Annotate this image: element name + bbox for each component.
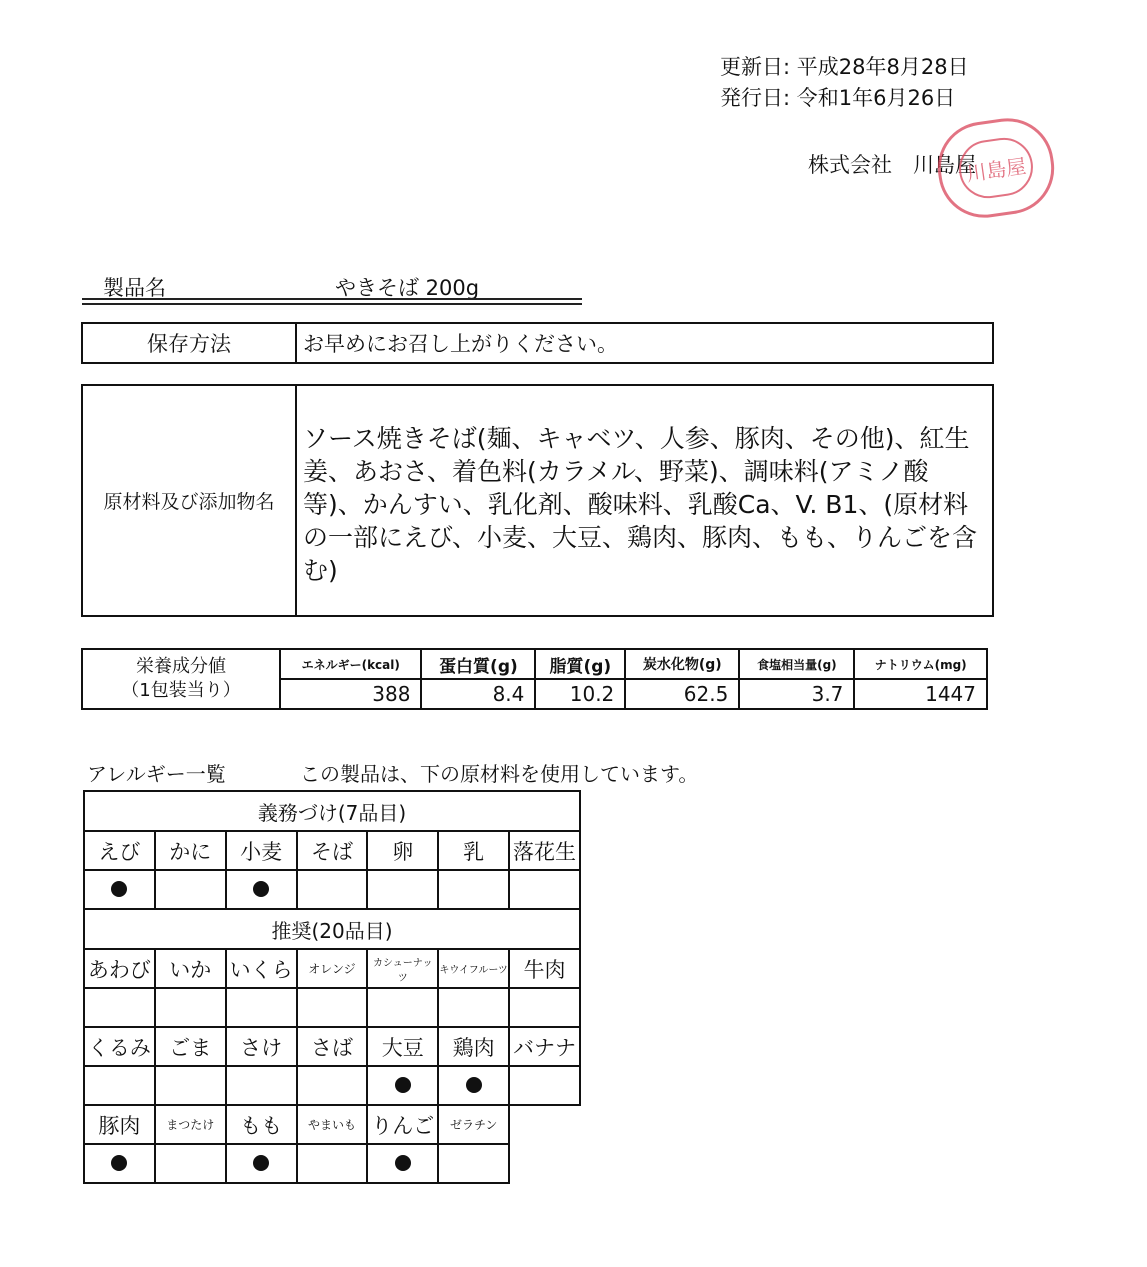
allergen-mark	[509, 870, 580, 909]
mandatory-mark-row	[84, 870, 580, 909]
allergen-name: 牛肉	[509, 949, 580, 988]
allergen-mark	[438, 870, 509, 909]
allergen-name: 落花生	[509, 831, 580, 870]
used-dot-icon	[253, 881, 269, 897]
allergen-mark	[84, 988, 155, 1027]
allergen-name: ごま	[155, 1027, 226, 1066]
allergen-mark	[226, 1066, 297, 1105]
allergen-mark	[155, 1144, 226, 1183]
updated-label: 更新日:	[720, 55, 791, 79]
allergy-title: アレルギー一覧	[87, 762, 226, 786]
company-name: 株式会社 川島屋	[808, 153, 976, 177]
used-dot-icon	[395, 1077, 411, 1093]
product-underline-2	[82, 303, 582, 305]
allergen-name: やまいも	[297, 1105, 368, 1144]
allergen-name: さば	[297, 1027, 368, 1066]
used-dot-icon	[253, 1155, 269, 1171]
allergen-mark	[509, 988, 580, 1027]
allergen-name: もも	[226, 1105, 297, 1144]
recommended-name-row	[84, 1027, 580, 1066]
allergen-mark	[367, 988, 438, 1027]
allergen-name: バナナ	[509, 1027, 580, 1066]
allergen-mark	[297, 870, 368, 909]
allergen-mark	[438, 988, 509, 1027]
updated-date: 平成28年8月28日	[796, 55, 969, 79]
product-label: 製品名	[103, 276, 166, 300]
nutrition-label-line2: （1包装当り）	[121, 680, 241, 701]
nutrition-value: 388	[280, 679, 421, 709]
allergen-mark	[226, 988, 297, 1027]
allergen-name: オレンジ	[297, 949, 368, 988]
mandatory-name-row	[84, 831, 580, 870]
issued-row	[720, 83, 955, 113]
nutrition-label-line1: 栄養成分値	[136, 656, 226, 677]
allergen-name: 大豆	[367, 1027, 438, 1066]
used-dot-icon	[395, 1155, 411, 1171]
allergen-mark	[297, 988, 368, 1027]
allergen-name: カシューナッツ	[367, 949, 438, 988]
nutrition-header-row	[280, 649, 987, 679]
allergen-name: ゼラチン	[438, 1105, 509, 1144]
empty-cell	[509, 1105, 580, 1144]
allergen-mark	[438, 1066, 509, 1105]
allergen-name: いか	[155, 949, 226, 988]
nutrition-value: 10.2	[535, 679, 625, 709]
allergen-name: 卵	[367, 831, 438, 870]
used-dot-icon	[466, 1077, 482, 1093]
allergen-mark	[367, 870, 438, 909]
ingredients-box	[81, 384, 994, 617]
storage-box	[81, 322, 994, 364]
issued-label: 発行日:	[720, 86, 791, 110]
allergen-mark	[438, 1144, 509, 1183]
recommended-mark-row	[84, 1066, 580, 1105]
allergen-mark	[84, 870, 155, 909]
product-underline-1	[82, 298, 582, 300]
allergen-name: 豚肉	[84, 1105, 155, 1144]
nutrition-header: 食塩相当量(g)	[739, 649, 854, 679]
allergen-name: さけ	[226, 1027, 297, 1066]
allergen-mark	[226, 1144, 297, 1183]
allergen-mark	[509, 1066, 580, 1105]
allergen-mark	[84, 1066, 155, 1105]
allergen-mark	[155, 870, 226, 909]
used-dot-icon	[111, 881, 127, 897]
allergen-name: 小麦	[226, 831, 297, 870]
nutrition-label	[83, 650, 279, 708]
allergen-mark	[297, 1144, 368, 1183]
allergen-name: 乳	[438, 831, 509, 870]
nutrition-box	[81, 648, 988, 710]
seal-inner: 川島屋	[955, 134, 1036, 202]
allergen-name: まつたけ	[155, 1105, 226, 1144]
allergen-mark	[297, 1066, 368, 1105]
allergen-name: 鶏肉	[438, 1027, 509, 1066]
nutrition-value: 3.7	[739, 679, 854, 709]
nutrition-header: 炭水化物(g)	[625, 649, 739, 679]
empty-cell	[509, 1144, 580, 1183]
allergen-name: えび	[84, 831, 155, 870]
nutrition-value-row	[280, 679, 987, 709]
allergen-name: りんご	[367, 1105, 438, 1144]
recommended-name-row	[84, 949, 580, 988]
allergy-note: この製品は、下の原材料を使用しています。	[300, 762, 699, 786]
issued-date: 令和1年6月26日	[796, 86, 956, 110]
nutrition-header: エネルギー(kcal)	[280, 649, 421, 679]
product-name: やきそば 200g	[335, 276, 480, 300]
allergen-mark	[155, 988, 226, 1027]
allergen-mark	[367, 1144, 438, 1183]
recommended-name-row	[84, 1105, 580, 1144]
nutrition-value: 62.5	[625, 679, 739, 709]
allergen-name: かに	[155, 831, 226, 870]
allergen-name: キウイフルーツ	[438, 949, 509, 988]
allergen-mark	[84, 1144, 155, 1183]
allergen-mark	[155, 1066, 226, 1105]
nutrition-value: 8.4	[421, 679, 535, 709]
nutrition-header: 蛋白質(g)	[421, 649, 535, 679]
allergen-name: あわび	[84, 949, 155, 988]
used-dot-icon	[111, 1155, 127, 1171]
storage-text: お早めにお召し上がりください。	[303, 332, 618, 356]
allergen-name: そば	[297, 831, 368, 870]
nutrition-value: 1447	[854, 679, 987, 709]
recommended-mark-row	[84, 988, 580, 1027]
allergen-name: くるみ	[84, 1027, 155, 1066]
company-seal-icon	[932, 112, 1060, 223]
nutrition-header: ナトリウム(mg)	[854, 649, 987, 679]
updated-row	[720, 52, 969, 82]
recommended-title: 推奨(20品目)	[84, 909, 580, 949]
nutrition-header: 脂質(g)	[535, 649, 625, 679]
ingredients-text: ソース焼きそば(麺、キャベツ、人参、豚肉、その他)、紅生姜、あおさ、着色料(カラメル、野菜)、調味料(アミノ酸等)、かんすい、乳化剤、酸味料、乳酸Ca、V. B1、(原材料の一部にえび、小麦、大豆、鶏肉、豚肉、もも、りんごを含む)	[303, 424, 978, 585]
allergen-mark	[367, 1066, 438, 1105]
allergy-table	[83, 790, 581, 1184]
allergen-mark	[226, 870, 297, 909]
ingredients-label: 原材料及び添加物名	[83, 386, 297, 615]
nutrition-table	[279, 648, 988, 710]
mandatory-title: 義務づけ(7品目)	[84, 791, 580, 831]
allergen-name: いくら	[226, 949, 297, 988]
storage-label: 保存方法	[83, 324, 297, 362]
recommended-mark-row	[84, 1144, 580, 1183]
